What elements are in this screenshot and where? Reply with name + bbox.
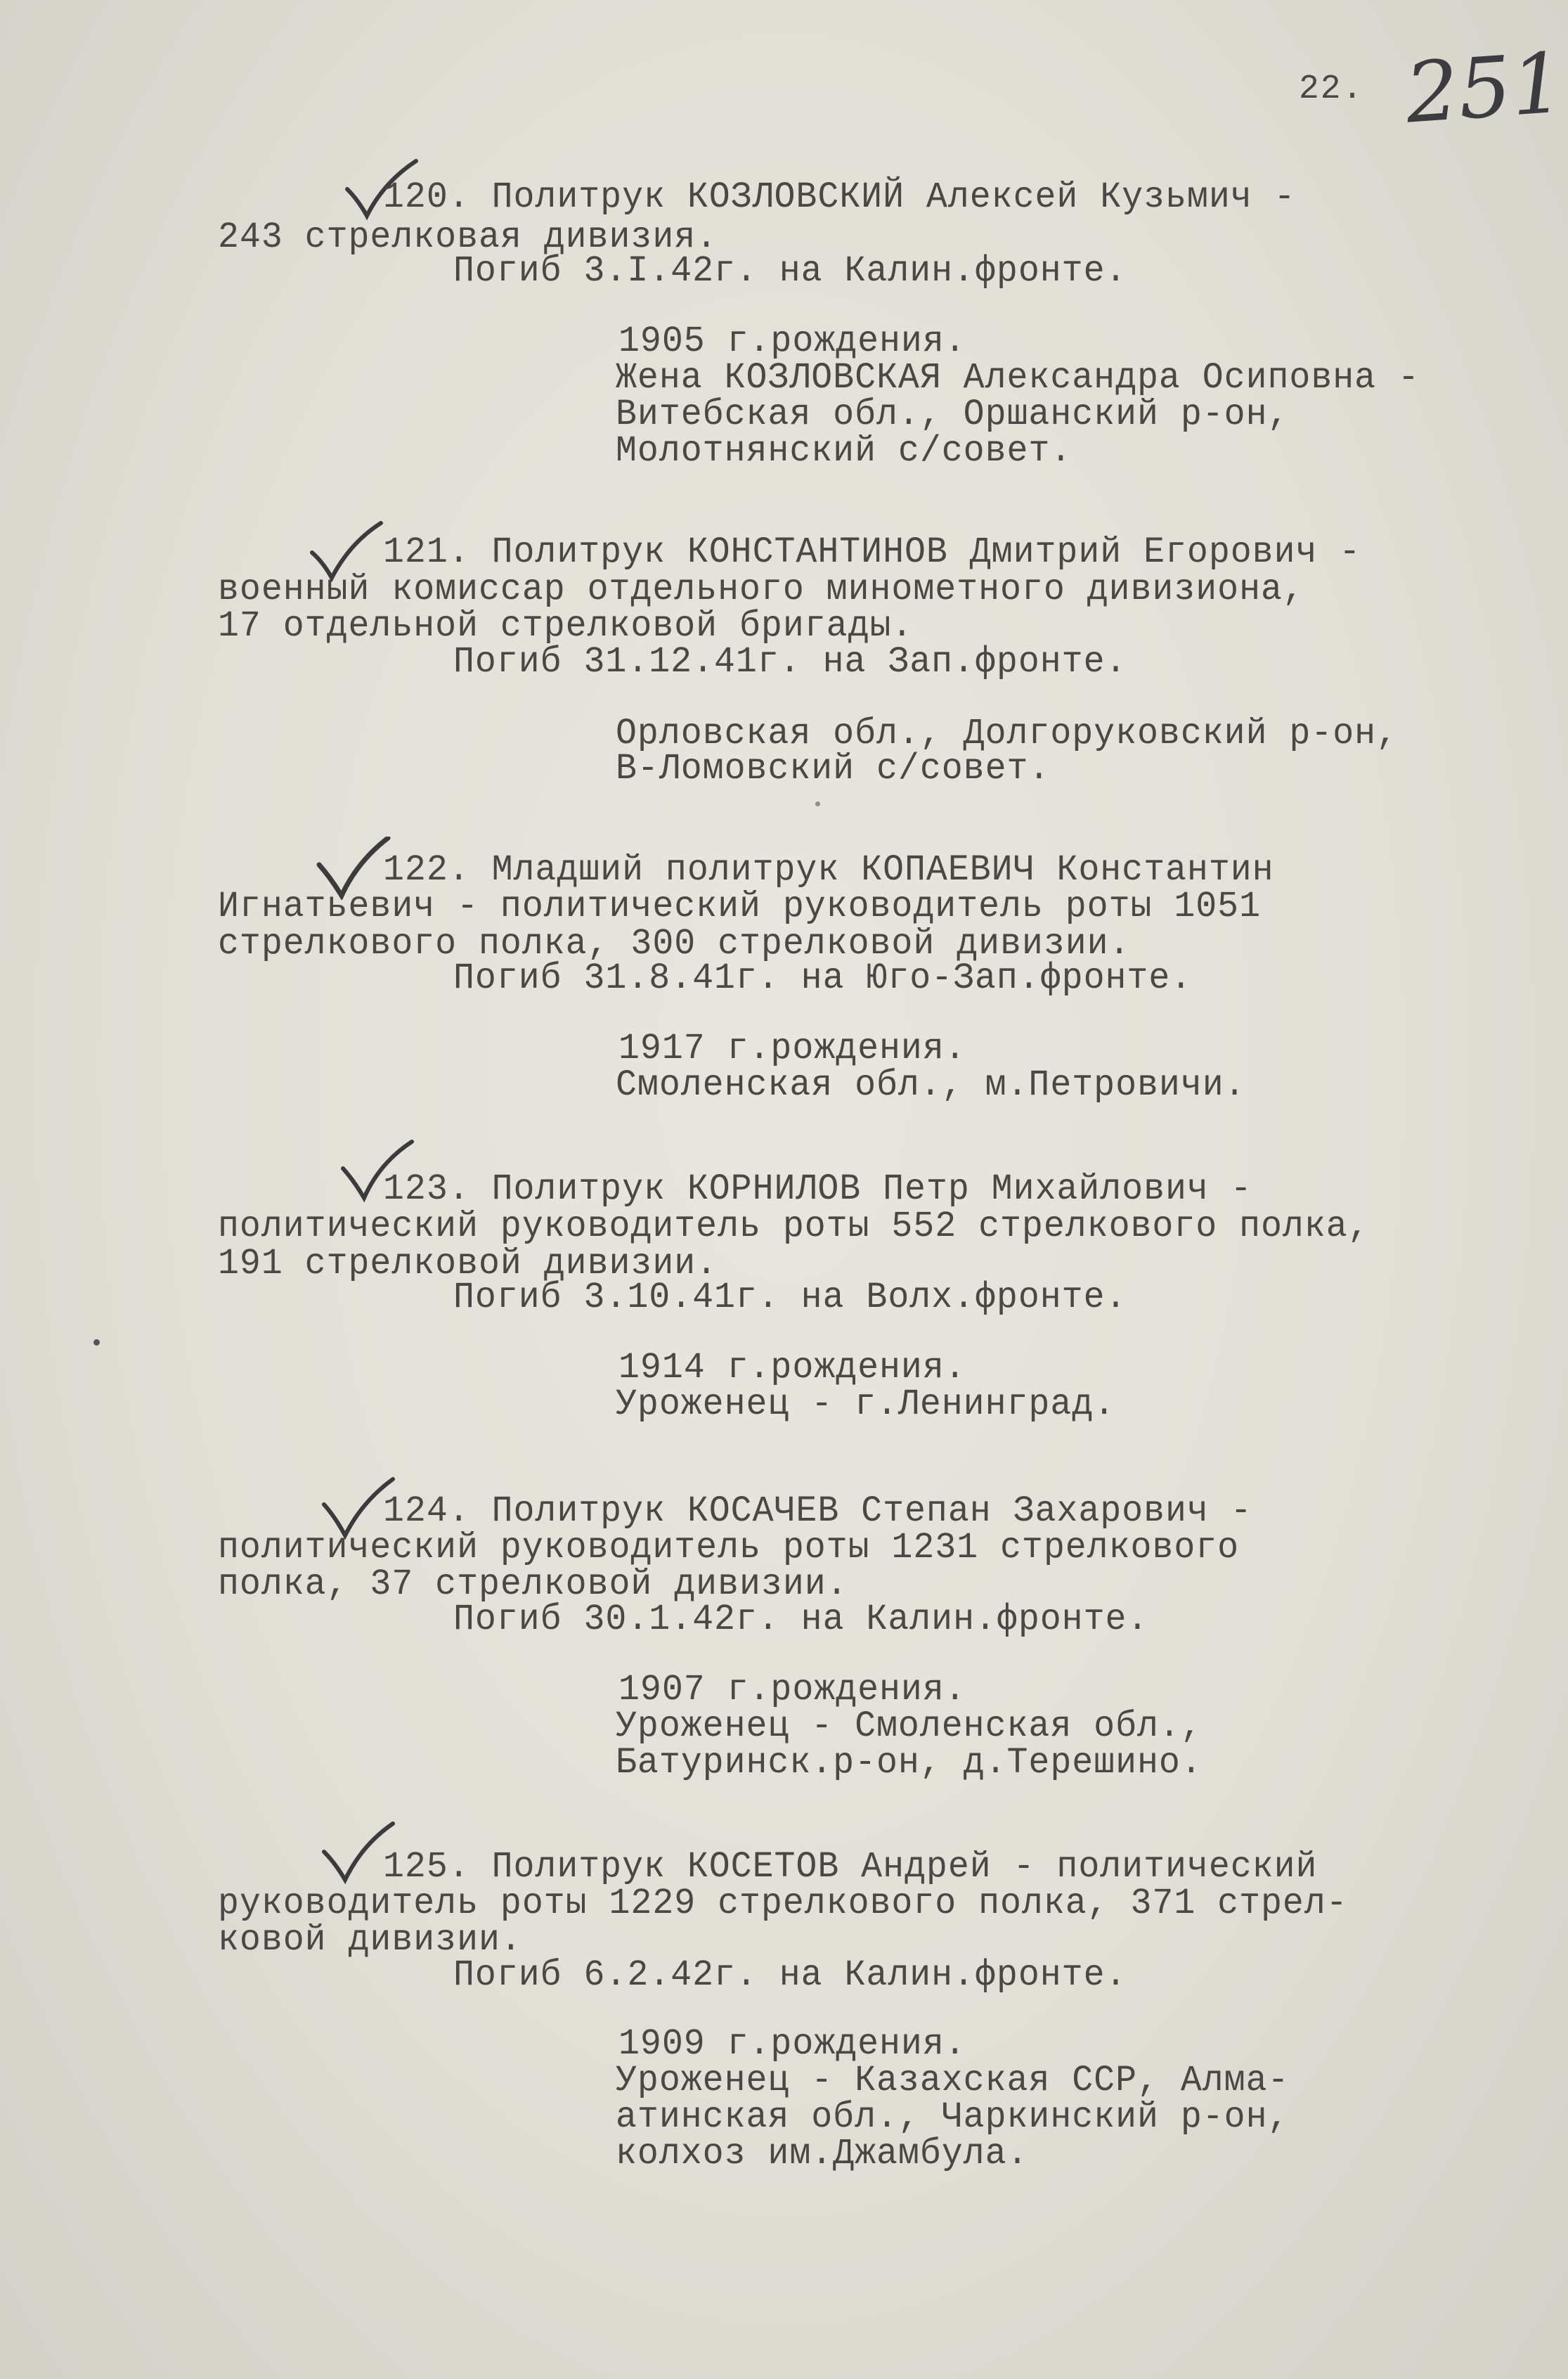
birth-year-line: 1914 г.рождения. — [618, 1347, 966, 1388]
entry-text-line: военный комиссар отдельного минометного дивизиона, — [218, 569, 1304, 610]
death-record-line: Погиб 31.12.41г. на Зап.фронте. — [453, 641, 1127, 683]
address-line: Смоленская обл., м.Петровичи. — [616, 1064, 1246, 1106]
address-line: Жена КОЗЛОВСКАЯ Александра Осиповна - — [616, 357, 1420, 399]
entry-text-line: 17 отдельной стрелковой бригады. — [218, 605, 914, 647]
entry-text-line: политический руководитель роты 552 стрелкового полка, — [218, 1206, 1370, 1247]
address-line: В-Ломовский с/совет. — [616, 748, 1051, 789]
death-record-line: Погиб 3.I.42г. на Калин.фронте. — [453, 250, 1127, 292]
birth-year-line: 1909 г.рождения. — [618, 2023, 966, 2065]
entry-header-line: 124. Политрук КОСАЧЕВ Степан Захарович - — [383, 1490, 1252, 1532]
birth-year-line: 1907 г.рождения. — [618, 1669, 966, 1710]
death-record-line: Погиб 6.2.42г. на Калин.фронте. — [453, 1954, 1127, 1996]
archive-folio-number: 251 — [1402, 34, 1567, 142]
entry-text-line: 243 стрелковая дивизия. — [218, 217, 718, 258]
entry-header-line: 125. Политрук КОСЕТОВ Андрей - политический — [383, 1846, 1318, 1888]
death-record-line: Погиб 30.1.42г. на Калин.фронте. — [453, 1599, 1149, 1640]
address-line: Орловская обл., Долгоруковский р-он, — [616, 713, 1399, 754]
entry-text-line: ковой дивизии. — [218, 1919, 522, 1961]
entry-text-line: Игнатьевич - политический руководитель роты 1051 — [218, 886, 1262, 927]
page-number: 22. — [1299, 70, 1364, 108]
entry-text-line: руководитель роты 1229 стрелкового полка, 371 стрел- — [218, 1883, 1348, 1924]
entry-text-line: политический руководитель роты 1231 стрелкового — [218, 1527, 1240, 1568]
address-line: Уроженец - Смоленская обл., — [616, 1706, 1203, 1747]
birth-year-line: 1917 г.рождения. — [618, 1028, 966, 1069]
entry-header-line: 120. Политрук КОЗЛОВСКИЙ Алексей Кузьмич - — [383, 176, 1296, 218]
birth-year-line: 1905 г.рождения. — [618, 321, 966, 362]
ink-speck — [815, 801, 820, 806]
entry-text-line: 191 стрелковой дивизии. — [218, 1243, 718, 1284]
entry-header-line: 123. Политрук КОРНИЛОВ Петр Михайлович - — [383, 1168, 1252, 1210]
address-line: колхоз им.Джамбула. — [616, 2133, 1029, 2174]
death-record-line: Погиб 31.8.41г. на Юго-Зап.фронте. — [453, 958, 1193, 999]
address-line: атинская обл., Чаркинский р-он, — [616, 2096, 1290, 2138]
ink-speck — [93, 1339, 100, 1346]
entry-header-line: 122. Младший политрук КОПАЕВИЧ Константин — [383, 849, 1274, 891]
death-record-line: Погиб 3.10.41г. на Волх.фронте. — [453, 1277, 1127, 1318]
entry-text-line: стрелкового полка, 300 стрелковой дивизии. — [218, 923, 1131, 965]
address-line: Уроженец - Казахская ССР, Алма- — [616, 2060, 1290, 2101]
address-line: Молотнянский с/совет. — [616, 430, 1073, 472]
address-line: Витебская обл., Оршанский р-он, — [616, 394, 1290, 435]
entry-text-line: полка, 37 стрелковой дивизии. — [218, 1564, 848, 1605]
entry-header-line: 121. Политрук КОНСТАНТИНОВ Дмитрий Егорович - — [383, 531, 1361, 573]
address-line: Уроженец - г.Ленинград. — [616, 1384, 1116, 1425]
address-line: Батуринск.р-он, д.Терешино. — [616, 1742, 1203, 1784]
